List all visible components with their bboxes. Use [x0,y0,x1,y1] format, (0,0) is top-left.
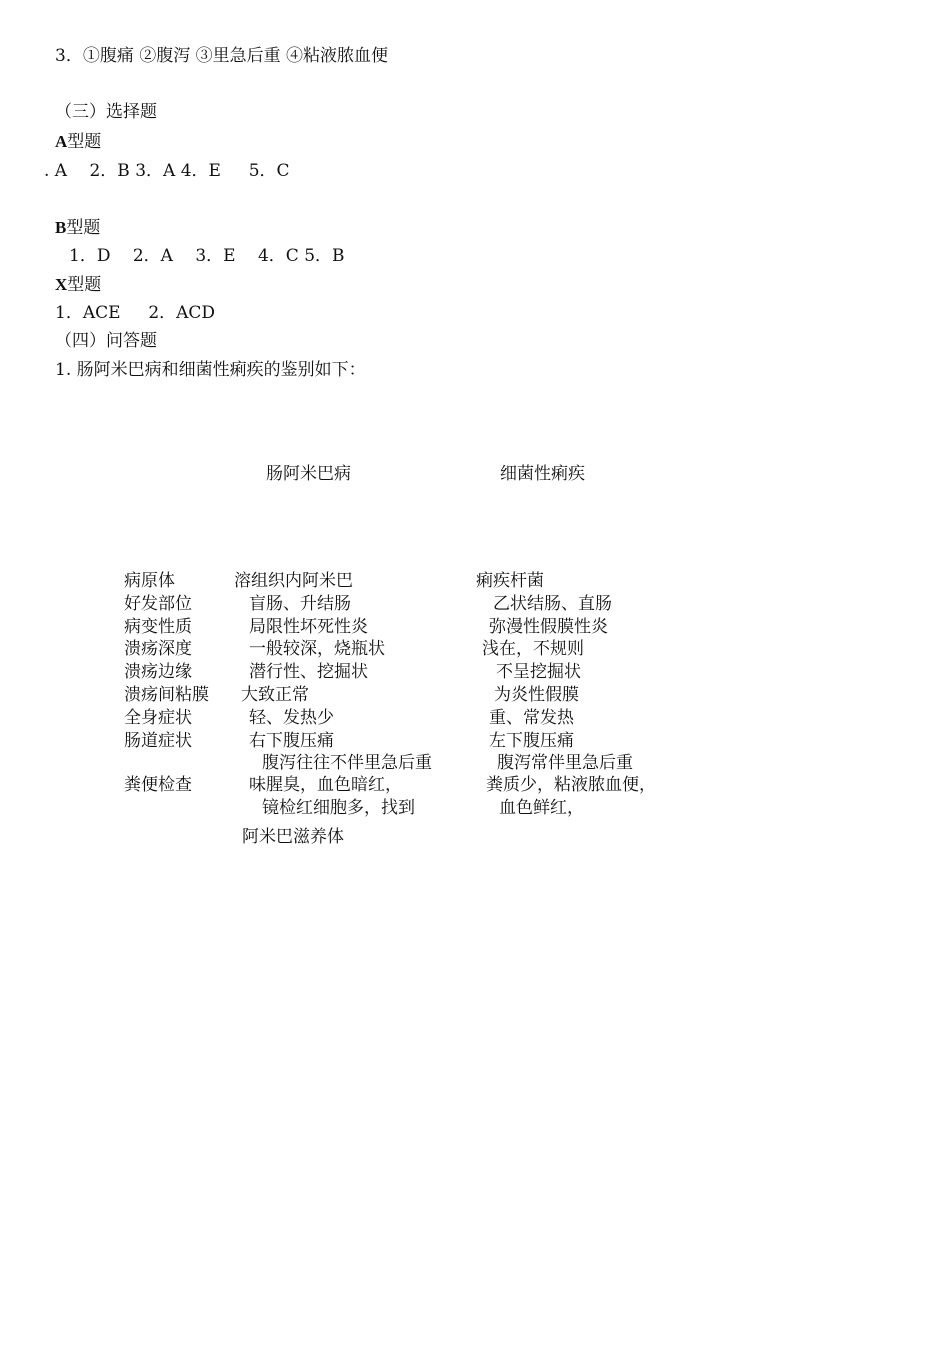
dysentery-cell: 乙状结肠、直肠 [493,594,612,614]
amoeba-cell: 轻、发热少 [249,708,334,728]
amoeba-cell: 盲肠、升结肠 [249,594,351,614]
amoeba-cell: 腹泻往往不伴里急后重 [262,753,432,773]
x-type-heading [55,276,101,294]
dysentery-cell: 腹泻常伴里急后重 [497,753,633,773]
amoeba-trailing-text: 阿米巴滋养体 [242,827,344,847]
dysentery-cell: 重、常发热 [489,708,574,728]
dysentery-cell: 为炎性假膜 [494,685,579,705]
amoeba-cell: 一般较深，烧瓶状 [249,639,385,659]
b-type-heading [55,219,100,237]
dysentery-cell: 痢疾杆菌 [476,571,544,591]
b-type-answers: 1．D 2．A 3．E 4．C 5．B [69,246,345,266]
amoeba-cell: 味腥臭，血色暗红， [249,775,402,795]
a-type-heading [55,133,101,151]
row-label: 溃疡深度 [124,639,192,659]
amoeba-cell: 右下腹压痛 [249,731,334,751]
row-label: 全身症状 [124,708,192,728]
a-type-suffix: 型题 [67,132,102,152]
col-header-dysentery: 细菌性痢疾 [500,464,585,484]
dysentery-cell: 粪质少，粘液脓血便， [486,775,656,795]
row-label: 肠道症状 [124,731,192,751]
qa-question-1: 1. 肠阿米巴病和细菌性痢疾的鉴别如下： [55,360,366,380]
x-type-suffix: 型题 [67,275,102,295]
row-label: 好发部位 [124,594,192,614]
choice-heading: （三）选择题 [55,102,157,122]
amoeba-cell: 潜行性、挖掘状 [249,662,368,682]
dysentery-cell: 不呈挖掘状 [496,662,581,682]
dysentery-cell: 血色鲜红， [499,798,584,818]
row-label: 溃疡间粘膜 [124,685,209,705]
x-type-answers: 1．ACE 2．ACD [55,303,216,323]
dysentery-cell: 左下腹压痛 [489,731,574,751]
a-type-label: A [55,132,68,151]
x-type-label: X [55,275,68,294]
row-label: 溃疡边缘 [124,662,192,682]
a-type-answers: . A 2．B 3．A 4．E 5．C [44,161,290,181]
b-type-suffix: 型题 [66,218,101,238]
amoeba-cell: 大致正常 [241,685,309,705]
row-label: 病变性质 [124,617,192,637]
answer-item-3: 3．①腹痛 ②腹泻 ③里急后重 ④粘液脓血便 [55,46,389,66]
dysentery-cell: 浅在，不规则 [482,639,584,659]
amoeba-cell: 溶组织内阿米巴 [234,571,353,591]
row-label: 病原体 [124,571,175,591]
col-header-amoeba: 肠阿米巴病 [266,464,351,484]
qa-heading: （四）问答题 [55,331,157,351]
b-type-label: B [55,218,67,237]
amoeba-cell: 局限性坏死性炎 [249,617,368,637]
dysentery-cell: 弥漫性假膜性炎 [489,617,608,637]
amoeba-cell: 镜检红细胞多，找到 [262,798,415,818]
row-label: 粪便检查 [124,775,192,795]
